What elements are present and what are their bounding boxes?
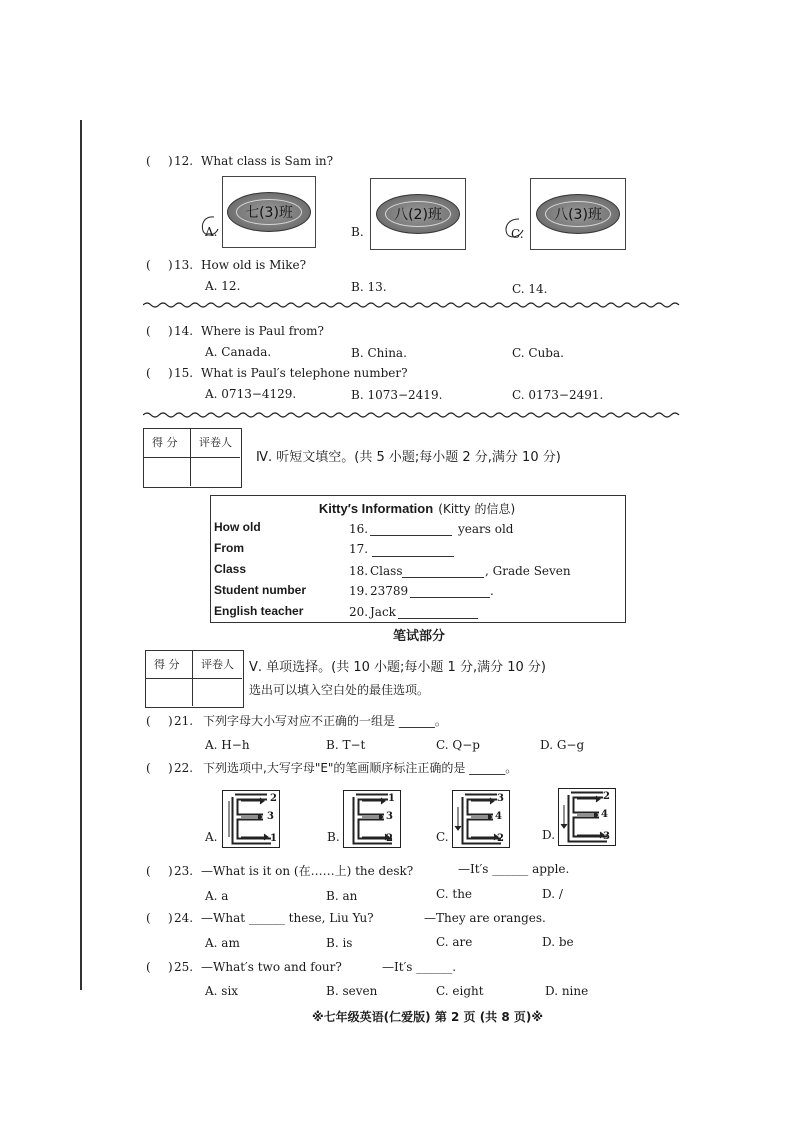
answer-paren-open[interactable]: (: [146, 154, 151, 168]
blank-number: 17.: [349, 542, 369, 556]
grader-header: 评卷人: [201, 658, 234, 671]
stroke-number: 3: [497, 793, 504, 804]
option-a[interactable]: A. 12.: [205, 279, 241, 293]
section-4-title: Ⅳ. 听短文填空。(共 5 小题;每小题 2 分,满分 10 分): [256, 450, 561, 465]
stroke-number: 2: [603, 791, 610, 802]
question-text: 下列字母大小写对应不正确的一组是 ______。: [203, 714, 447, 728]
option-b[interactable]: B. an: [326, 889, 358, 903]
info-suffix: .: [490, 584, 494, 598]
answer-paren-open[interactable]: (: [146, 366, 151, 380]
blank-number: 18.: [349, 564, 369, 578]
answer-paren-open[interactable]: (: [146, 864, 151, 878]
answer-blank-18[interactable]: [402, 566, 484, 578]
option-d[interactable]: D. nine: [545, 984, 589, 998]
blank-number: 16.: [349, 522, 369, 536]
question-number: 12.: [174, 154, 194, 168]
info-label: Student number: [214, 583, 306, 597]
option-b-stroke-diagram[interactable]: [343, 790, 401, 848]
stroke-number: 2: [497, 833, 504, 844]
stroke-number: 1: [270, 833, 277, 844]
option-a[interactable]: A. am: [205, 936, 240, 950]
option-d[interactable]: D. be: [542, 935, 574, 949]
handwritten-circle-mark: [503, 216, 527, 240]
answer-paren-open[interactable]: (: [146, 960, 151, 974]
info-prefix: 23789: [370, 584, 409, 598]
answer-paren-close: ): [168, 761, 173, 775]
option-a-letter: A.: [205, 830, 218, 844]
option-b[interactable]: B. seven: [326, 984, 378, 998]
option-a[interactable]: A. H−h: [205, 738, 250, 752]
question-number: 14.: [174, 324, 194, 338]
question-number: 25.: [174, 960, 194, 974]
handwritten-circle-mark: [200, 214, 222, 238]
question-number: 13.: [174, 258, 194, 272]
info-title: Kitty′s Information (Kitty 的信息): [318, 501, 516, 516]
option-b-badge-image[interactable]: 八(2)班: [370, 178, 466, 250]
answer-paren-close: ): [168, 911, 173, 925]
answer-paren-open[interactable]: (: [146, 258, 151, 272]
info-label: Class: [214, 562, 247, 576]
stroke-number: 3: [386, 811, 393, 822]
question-reply: —It′s ______.: [382, 960, 457, 974]
option-d-stroke-diagram[interactable]: [558, 788, 616, 846]
question-number: 21.: [174, 714, 194, 728]
info-label: English teacher: [214, 604, 304, 618]
question-number: 15.: [174, 366, 194, 380]
stroke-number: 2: [270, 793, 277, 804]
option-c-letter: C.: [436, 830, 449, 844]
question-number: 24.: [174, 911, 194, 925]
answer-paren-open[interactable]: (: [146, 324, 151, 338]
option-c[interactable]: C. eight: [436, 984, 484, 998]
option-a-stroke-diagram[interactable]: [222, 790, 280, 848]
info-label: How old: [214, 520, 261, 534]
option-c-stroke-diagram[interactable]: [452, 790, 510, 848]
info-suffix: , Grade Seven: [485, 564, 571, 578]
answer-paren-close: ): [168, 258, 173, 272]
info-prefix: Jack: [370, 605, 396, 619]
question-reply: —They are oranges.: [424, 911, 546, 925]
question-text: 下列选项中,大写字母"E"的笔画顺序标注正确的是 ______。: [203, 761, 518, 775]
question-text: How old is Mike?: [201, 258, 307, 272]
option-a[interactable]: A. a: [205, 889, 229, 903]
stroke-number: 4: [601, 809, 608, 820]
question-number: 22.: [174, 761, 194, 775]
option-c[interactable]: C. the: [436, 887, 473, 901]
option-d-letter: D.: [542, 828, 556, 842]
option-d[interactable]: D. G−g: [540, 738, 585, 752]
answer-blank-20[interactable]: [398, 607, 478, 619]
question-text: What class is Sam in?: [201, 154, 334, 168]
question-text: What is Paul′s telephone number?: [201, 366, 408, 380]
answer-blank-17[interactable]: [372, 545, 454, 557]
answer-paren-close: ): [168, 324, 173, 338]
option-d[interactable]: D. /: [542, 887, 563, 901]
option-a[interactable]: A. six: [205, 984, 239, 998]
section-5-title: Ⅴ. 单项选择。(共 10 小题;每小题 1 分,满分 10 分): [249, 660, 546, 675]
answer-paren-close: ): [168, 154, 173, 168]
question-text: —What is it on (在……上) the desk?: [201, 864, 414, 878]
option-c-badge-image[interactable]: 八(3)班: [530, 178, 626, 250]
option-a-letter: A.: [205, 225, 218, 239]
score-table: [145, 650, 244, 708]
option-b[interactable]: B. 1073−2419.: [351, 388, 443, 402]
option-b-letter: B.: [351, 225, 364, 239]
score-table: [143, 428, 242, 488]
question-text: —What ______ these, Liu Yu?: [201, 911, 374, 925]
section-5-instruction: 选出可以填入空白处的最佳选项。: [249, 683, 430, 697]
option-c[interactable]: C. Cuba.: [512, 346, 564, 360]
option-c[interactable]: C. 14.: [512, 282, 548, 296]
info-label: From: [214, 541, 244, 555]
wavy-divider: [143, 300, 683, 310]
question-text: Where is Paul from?: [201, 324, 324, 338]
option-b-letter: B.: [327, 830, 340, 844]
answer-blank-19[interactable]: [410, 586, 490, 598]
blank-number: 19.: [349, 584, 369, 598]
grader-header: 评卷人: [199, 436, 232, 449]
stroke-number: 1: [388, 793, 395, 804]
option-c[interactable]: C. 0173−2491.: [512, 388, 604, 402]
info-prefix: Class: [370, 564, 403, 578]
option-c[interactable]: C. are: [436, 935, 473, 949]
option-b[interactable]: B. T−t: [326, 738, 366, 752]
stroke-number: 2: [386, 833, 393, 844]
option-b[interactable]: B. China.: [351, 346, 407, 360]
stroke-number: 3: [603, 831, 610, 842]
answer-paren-close: ): [168, 714, 173, 728]
blank-number: 20.: [349, 605, 369, 619]
info-suffix: years old: [458, 522, 514, 536]
score-header: 得 分: [152, 436, 178, 449]
option-b[interactable]: B. 13.: [351, 280, 387, 294]
grader-signature-cell[interactable]: [193, 679, 242, 706]
page-footer: ※七年级英语(仁爱版) 第 2 页 (共 8 页)※: [312, 1010, 544, 1024]
answer-paren-close: ): [168, 864, 173, 878]
option-a-badge-image[interactable]: 七(3)班: [222, 176, 316, 248]
written-part-heading: 笔试部分: [393, 629, 446, 644]
option-b[interactable]: B. is: [326, 936, 353, 950]
answer-paren-close: ): [168, 366, 173, 380]
option-a[interactable]: A. Canada.: [205, 345, 272, 359]
grader-signature-cell[interactable]: [191, 458, 240, 486]
answer-blank-16[interactable]: [370, 524, 452, 536]
option-a[interactable]: A. 0713−4129.: [205, 387, 297, 401]
option-c[interactable]: C. Q−p: [436, 738, 480, 752]
score-header: 得 分: [154, 658, 180, 671]
question-number: 23.: [174, 864, 194, 878]
stroke-number: 3: [267, 811, 274, 822]
wavy-divider: [143, 410, 683, 420]
margin-line: [80, 120, 82, 990]
answer-paren-open[interactable]: (: [146, 911, 151, 925]
stroke-number: 4: [495, 811, 502, 822]
question-reply: —It′s ______ apple.: [458, 862, 570, 876]
answer-paren-close: ): [168, 960, 173, 974]
answer-paren-open[interactable]: (: [146, 761, 151, 775]
question-text: —What′s two and four?: [201, 960, 342, 974]
option-c-letter: C.: [511, 227, 524, 241]
answer-paren-open[interactable]: (: [146, 714, 151, 728]
